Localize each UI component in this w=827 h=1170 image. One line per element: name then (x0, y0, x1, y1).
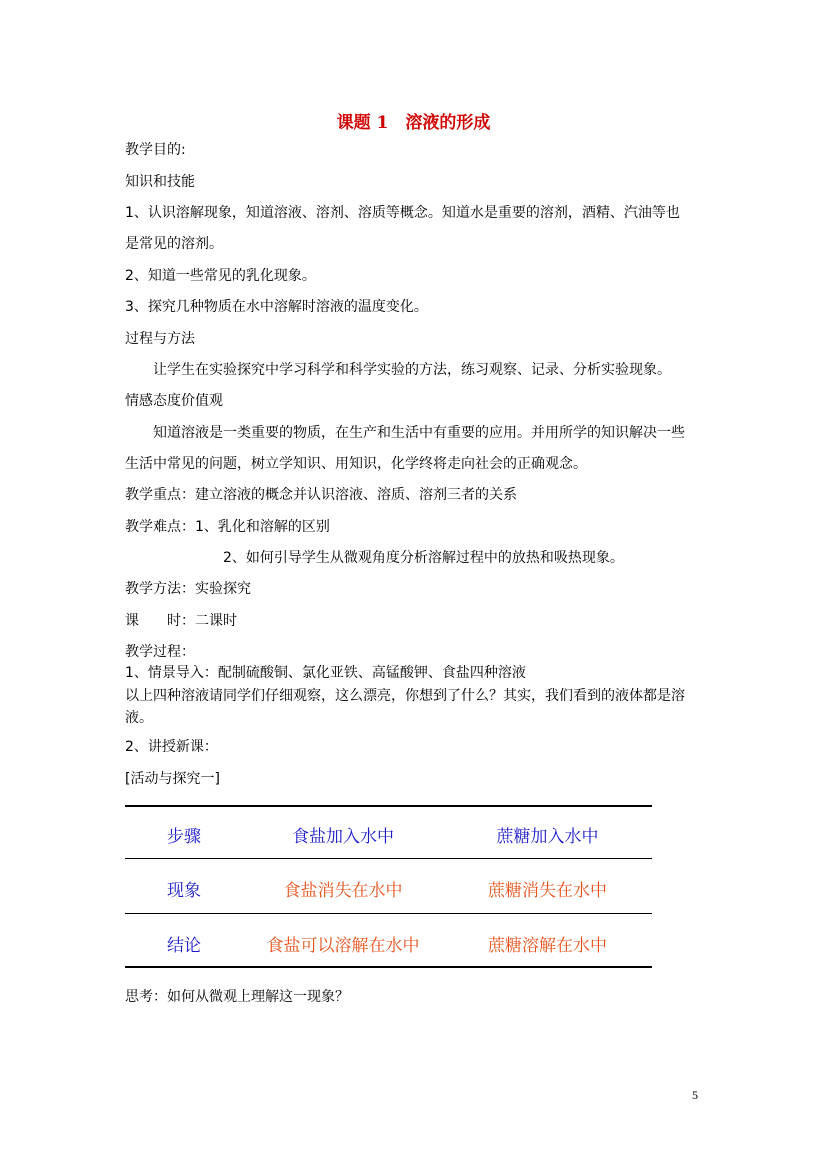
table-row-rule (125, 858, 652, 859)
text-line: 课 时：二课时 (125, 613, 237, 629)
text-line: 2、讲授新课： (125, 739, 218, 755)
table-cell-header: 结论 (167, 936, 201, 956)
table-cell: 食盐消失在水中 (283, 881, 403, 901)
text-line: 3、探究几种物质在水中溶解时溶液的温度变化。 (125, 299, 428, 315)
text-line: 2、知道一些常见的乳化现象。 (125, 268, 316, 284)
page-number: 5 (692, 1088, 698, 1102)
text-line: [活动与探究一] (125, 771, 220, 787)
text-line: 2、如何引导学生从微观角度分析溶解过程中的放热和吸热现象。 (223, 550, 624, 566)
table-cell: 蔗糖消失在水中 (488, 881, 607, 901)
text-line: 知道溶液是一类重要的物质，在生产和生活中有重要的应用。并用所学的知识解决一些 (153, 425, 685, 441)
text-line: 让学生在实验探究中学习科学和科学实验的方法，练习观察、记录、分析实验现象。 (153, 362, 671, 378)
table-top-rule (125, 805, 652, 807)
think-question: 思考：如何从微观上理解这一现象？ (125, 989, 349, 1005)
text-line: 教学方法：实验探究 (125, 581, 251, 597)
page-title: 课题 1 溶液的形成 (336, 113, 491, 133)
text-line: 是常见的溶剂。 (125, 236, 223, 252)
text-line: 过程与方法 (125, 331, 195, 347)
table-cell: 蔗糖溶解在水中 (488, 936, 607, 956)
text-line: 生活中常见的问题，树立学知识、用知识，化学终将走向社会的正确观念。 (125, 456, 587, 472)
table-cell-header: 现象 (167, 881, 201, 901)
text-line: 以上四种溶液请同学们仔细观察，这么漂亮，你想到了什么？其实，我们看到的液体都是溶 (125, 688, 685, 704)
text-line: 知识和技能 (125, 174, 195, 190)
text-line: 1、认识溶解现象，知道溶液、溶剂、溶质等概念。知道水是重要的溶剂，酒精、汽油等也 (125, 205, 680, 221)
table-bottom-rule (125, 966, 652, 968)
table-cell: 食盐加入水中 (292, 827, 394, 847)
table-cell: 蔗糖加入水中 (496, 827, 599, 847)
text-line: 情感态度价值观 (125, 393, 223, 409)
text-line: 1、情景导入：配制硫酸铜、氯化亚铁、高锰酸钾、食盐四种溶液 (125, 665, 526, 681)
table-cell: 食盐可以溶解在水中 (266, 936, 420, 956)
text-line: 教学目的: (125, 142, 186, 158)
table-row-rule (125, 913, 652, 914)
text-line: 教学重点：建立溶液的概念并认识溶液、溶质、溶剂三者的关系 (125, 487, 517, 503)
table-cell-header: 步骤 (167, 827, 201, 847)
text-line: 液。 (125, 710, 153, 726)
text-line: 教学过程： (125, 644, 195, 660)
text-line: 教学难点：1、乳化和溶解的区别 (125, 519, 330, 535)
